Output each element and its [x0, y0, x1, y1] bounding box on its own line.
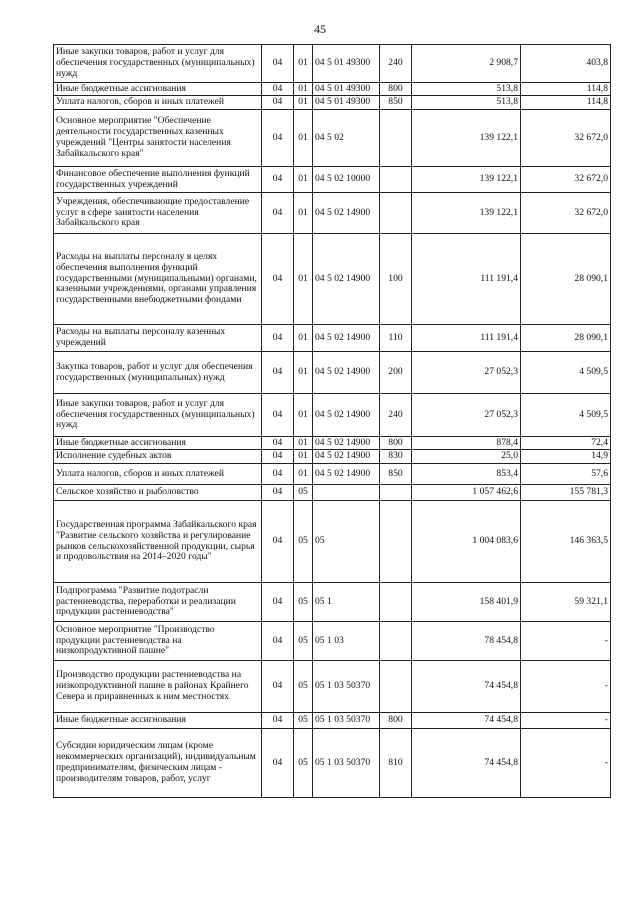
cell-pr: 01 [294, 83, 313, 96]
cell-csr: 04 5 01 49300 [313, 83, 380, 96]
cell-vr [380, 485, 412, 501]
cell-pr: 05 [294, 729, 313, 798]
cell-pr: 01 [294, 450, 313, 464]
cell-sum2: 32 672,0 [521, 110, 611, 167]
cell-rz: 04 [262, 661, 294, 713]
cell-pr: 01 [294, 45, 313, 83]
cell-sum2: - [521, 622, 611, 661]
cell-csr: 04 5 01 49300 [313, 96, 380, 110]
cell-name: Основное мероприятие "Производство продукции растениеводства на низкопродуктивной пашне" [54, 622, 262, 661]
cell-rz: 04 [262, 193, 294, 234]
cell-pr: 01 [294, 437, 313, 450]
table-row [54, 394, 611, 437]
cell-rz: 04 [262, 464, 294, 485]
cell-csr: 04 5 02 14900 [313, 234, 380, 325]
table-row [54, 45, 611, 83]
cell-pr: 05 [294, 622, 313, 661]
cell-sum2: 155 781,3 [521, 485, 611, 501]
cell-vr: 240 [380, 394, 412, 437]
cell-csr: 04 5 02 14900 [313, 352, 380, 394]
cell-pr: 01 [294, 234, 313, 325]
cell-sum1: 513,8 [412, 96, 521, 110]
cell-vr [380, 501, 412, 583]
cell-name: Подпрограмма "Развитие подотрасли растениеводства, переработки и реализации продукции растениеводства" [54, 583, 262, 622]
cell-sum2: 57,6 [521, 464, 611, 485]
cell-rz: 04 [262, 394, 294, 437]
cell-vr [380, 110, 412, 167]
table-row [54, 450, 611, 464]
cell-csr: 05 [313, 501, 380, 583]
cell-pr: 05 [294, 661, 313, 713]
cell-name: Закупка товаров, работ и услуг для обеспечения государственных (муниципальных) нужд [54, 352, 262, 394]
cell-vr: 100 [380, 234, 412, 325]
cell-name: Расходы на выплаты персоналу казенных учреждений [54, 325, 262, 352]
cell-name: Субсидии юридическим лицам (кроме некоммерческих организаций), индивидуальным предпринимателям, физическим лицам - производителям товаров, работ, услуг [54, 729, 262, 798]
table-row [54, 96, 611, 110]
cell-sum1: 1 057 462,6 [412, 485, 521, 501]
cell-csr: 04 5 02 14900 [313, 193, 380, 234]
cell-sum1: 27 052,3 [412, 352, 521, 394]
cell-vr: 850 [380, 96, 412, 110]
cell-rz: 04 [262, 352, 294, 394]
cell-vr: 110 [380, 325, 412, 352]
cell-name: Производство продукции растениеводства на низкопродуктивной пашне в районах Крайнего Севера и приравненных к ним местностях [54, 661, 262, 713]
cell-sum2: 146 363,5 [521, 501, 611, 583]
cell-rz: 04 [262, 45, 294, 83]
table-row [54, 352, 611, 394]
cell-rz: 04 [262, 729, 294, 798]
cell-sum1: 78 454,8 [412, 622, 521, 661]
cell-csr: 04 5 02 14900 [313, 325, 380, 352]
cell-vr: 850 [380, 464, 412, 485]
cell-vr: 800 [380, 713, 412, 729]
cell-rz: 04 [262, 234, 294, 325]
cell-csr: 04 5 01 49300 [313, 45, 380, 83]
cell-vr: 810 [380, 729, 412, 798]
table-row [54, 501, 611, 583]
cell-sum2: - [521, 661, 611, 713]
cell-pr: 01 [294, 167, 313, 193]
cell-sum2: 14,9 [521, 450, 611, 464]
cell-csr: 05 1 03 50370 [313, 661, 380, 713]
cell-vr: 800 [380, 437, 412, 450]
cell-name: Учреждения, обеспечивающие предоставление услуг в сфере занятости населения Забайкальского края [54, 193, 262, 234]
cell-name: Иные бюджетные ассигнования [54, 713, 262, 729]
budget-table [53, 44, 611, 798]
cell-rz: 04 [262, 485, 294, 501]
cell-sum1: 74 454,8 [412, 729, 521, 798]
cell-name: Сельское хозяйство и рыболовство [54, 485, 262, 501]
cell-rz: 04 [262, 713, 294, 729]
cell-csr: 04 5 02 [313, 110, 380, 167]
cell-sum2: 32 672,0 [521, 193, 611, 234]
table-row [54, 729, 611, 798]
cell-sum2: 28 090,1 [521, 325, 611, 352]
cell-rz: 04 [262, 450, 294, 464]
cell-sum2: 4 509,5 [521, 394, 611, 437]
cell-sum1: 2 908,7 [412, 45, 521, 83]
cell-name: Иные закупки товаров, работ и услуг для обеспечения государственных (муниципальных) нужд [54, 394, 262, 437]
cell-pr: 01 [294, 96, 313, 110]
cell-rz: 04 [262, 325, 294, 352]
cell-csr: 05 1 [313, 583, 380, 622]
cell-name: Расходы на выплаты персоналу в целях обеспечения выполнения функций государственными (муниципальными) органами, казенными учреждениями, органами управления государственными внебюджетными фондами [54, 234, 262, 325]
table-row [54, 110, 611, 167]
cell-pr: 05 [294, 501, 313, 583]
cell-pr: 05 [294, 713, 313, 729]
cell-vr [380, 661, 412, 713]
cell-sum1: 111 191,4 [412, 325, 521, 352]
cell-rz: 04 [262, 110, 294, 167]
table-row [54, 234, 611, 325]
table-row [54, 167, 611, 193]
cell-rz: 04 [262, 583, 294, 622]
cell-sum2: - [521, 713, 611, 729]
cell-pr: 01 [294, 464, 313, 485]
cell-vr: 830 [380, 450, 412, 464]
cell-pr: 01 [294, 352, 313, 394]
table-row [54, 485, 611, 501]
table-row [54, 713, 611, 729]
cell-name: Иные бюджетные ассигнования [54, 83, 262, 96]
cell-csr: 04 5 02 14900 [313, 437, 380, 450]
table-row [54, 325, 611, 352]
cell-vr: 240 [380, 45, 412, 83]
cell-vr [380, 167, 412, 193]
table-row [54, 622, 611, 661]
cell-name: Государственная программа Забайкальского края "Развитие сельского хозяйства и регулирование рынков сельскохозяйственной продукции, сырья и продовольствия на 2014–2020 годы" [54, 501, 262, 583]
cell-name: Финансовое обеспечение выполнения функций государственных учреждений [54, 167, 262, 193]
cell-vr: 200 [380, 352, 412, 394]
cell-csr: 05 1 03 50370 [313, 729, 380, 798]
cell-name: Основное мероприятие "Обеспечение деятельности государственных казенных учреждений "Центры занятости населения Забайкальского края" [54, 110, 262, 167]
cell-csr: 05 1 03 [313, 622, 380, 661]
cell-rz: 04 [262, 167, 294, 193]
cell-rz: 04 [262, 96, 294, 110]
cell-sum2: 114,8 [521, 83, 611, 96]
cell-pr: 01 [294, 193, 313, 234]
cell-sum1: 25,0 [412, 450, 521, 464]
cell-name: Уплата налогов, сборов и иных платежей [54, 464, 262, 485]
cell-sum1: 139 122,1 [412, 167, 521, 193]
cell-rz: 04 [262, 501, 294, 583]
cell-sum2: 114,8 [521, 96, 611, 110]
cell-sum1: 139 122,1 [412, 110, 521, 167]
cell-vr [380, 622, 412, 661]
cell-pr: 01 [294, 325, 313, 352]
cell-name: Иные закупки товаров, работ и услуг для обеспечения государственных (муниципальных) нужд [54, 45, 262, 83]
table-row [54, 193, 611, 234]
cell-sum1: 74 454,8 [412, 661, 521, 713]
cell-csr: 04 5 02 10000 [313, 167, 380, 193]
table-row [54, 83, 611, 96]
cell-pr: 01 [294, 394, 313, 437]
cell-sum2: 32 672,0 [521, 167, 611, 193]
table-row [54, 464, 611, 485]
cell-pr: 05 [294, 583, 313, 622]
cell-vr: 800 [380, 83, 412, 96]
cell-csr: 04 5 02 14900 [313, 464, 380, 485]
cell-vr [380, 193, 412, 234]
cell-sum1: 1 004 083,6 [412, 501, 521, 583]
table-row [54, 583, 611, 622]
cell-name: Исполнение судебных актов [54, 450, 262, 464]
cell-csr: 05 1 03 50370 [313, 713, 380, 729]
cell-pr: 05 [294, 485, 313, 501]
cell-sum2: 403,8 [521, 45, 611, 83]
table-row [54, 661, 611, 713]
cell-sum2: - [521, 729, 611, 798]
cell-csr [313, 485, 380, 501]
cell-name: Уплата налогов, сборов и иных платежей [54, 96, 262, 110]
cell-sum2: 28 090,1 [521, 234, 611, 325]
cell-sum1: 139 122,1 [412, 193, 521, 234]
cell-csr: 04 5 02 14900 [313, 450, 380, 464]
cell-sum1: 853,4 [412, 464, 521, 485]
cell-vr [380, 583, 412, 622]
cell-sum1: 158 401,9 [412, 583, 521, 622]
cell-rz: 04 [262, 83, 294, 96]
cell-csr: 04 5 02 14900 [313, 394, 380, 437]
cell-sum1: 74 454,8 [412, 713, 521, 729]
cell-pr: 01 [294, 110, 313, 167]
cell-rz: 04 [262, 437, 294, 450]
cell-sum1: 513,8 [412, 83, 521, 96]
cell-sum1: 878,4 [412, 437, 521, 450]
cell-name: Иные бюджетные ассигнования [54, 437, 262, 450]
cell-sum2: 4 509,5 [521, 352, 611, 394]
table-row [54, 437, 611, 450]
cell-sum1: 27 052,3 [412, 394, 521, 437]
cell-rz: 04 [262, 622, 294, 661]
cell-sum2: 72,4 [521, 437, 611, 450]
cell-sum1: 111 191,4 [412, 234, 521, 325]
cell-sum2: 59 321,1 [521, 583, 611, 622]
page-number: 45 [314, 22, 326, 36]
